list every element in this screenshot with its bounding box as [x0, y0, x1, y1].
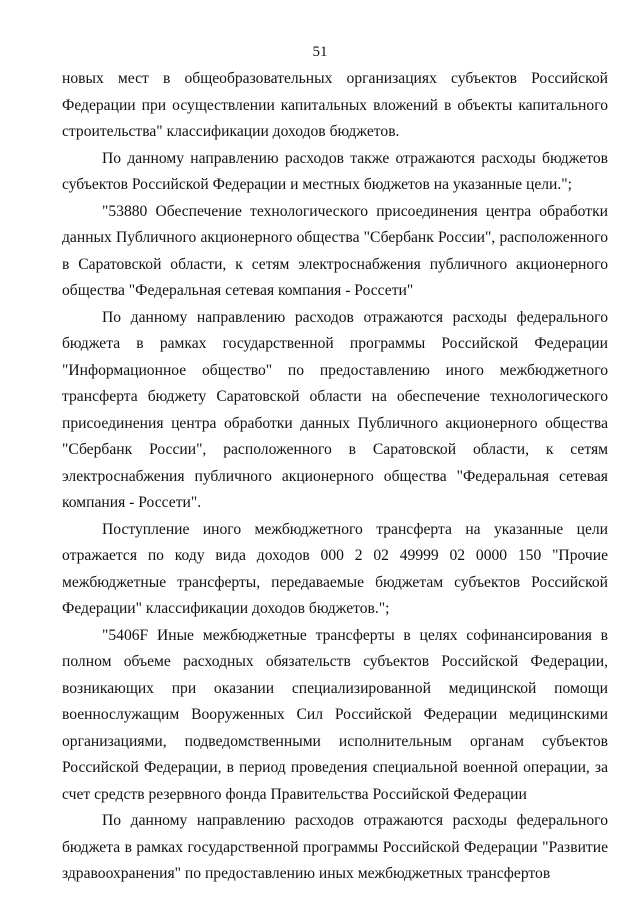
paragraph-code-5406F: "5406F Иные межбюджетные трансферты в целях софинансирования в полном объеме расходных обязательств субъектов Российской Федерации, возникающих при оказании специализированной медицинской помощи военнослужащим Вооруженных Сил Российской Федерации медицинскими организациями, подведомственными исполнительным органам субъектов Российской Федерации, в период проведения специальной военной операции, за счет средств резервного фонда Правительства Российской Федерации: [62, 626, 608, 803]
paragraph-continuation: новых мест в общеобразовательных организациях субъектов Российской Федерации при осуществлении капитальных вложений в объекты капитального строительства" классификации доходов бюджетов.: [62, 70, 608, 140]
paragraph: По данному направлению расходов отражаются расходы федерального бюджета в рамках государственной программы Российской Федерации "Развитие здравоохранения" по предоставлению иных межбюджетных трансфертов: [62, 812, 608, 882]
document-body: [62, 66, 608, 888]
paragraph: По данному направлению расходов отражаются расходы федерального бюджета в рамках государственной программы Российской Федерации "Информационное общество" по предоставлению иного межбюджетного трансферта бюджету Саратовской области на обеспечение технологического присоединения центра обработки данных Публичного акционерного общества "Сбербанк России", расположенного в Саратовской области, к сетям электроснабжения публичного акционерного общества "Федеральная сетевая компания - Россети".: [62, 308, 608, 511]
paragraph: По данному направлению расходов также отражаются расходы бюджетов субъектов Российской Федерации и местных бюджетов на указанные цели.";: [62, 149, 608, 193]
paragraph: Поступление иного межбюджетного трансферта на указанные цели отражается по коду вида доходов 000 2 02 49999 02 0000 150 "Прочие межбюджетные трансферты, передаваемые бюджетам субъектов Российской Федерации" классификации доходов бюджетов.";: [62, 520, 608, 617]
page-number: 51: [312, 44, 328, 60]
paragraph-code-53880: "53880 Обеспечение технологического присоединения центра обработки данных Публичного акционерного общества "Сбербанк России", расположенного в Саратовской области, к сетям электроснабжения публичного акционерного общества "Федеральная сетевая компания - Россети": [62, 202, 608, 299]
